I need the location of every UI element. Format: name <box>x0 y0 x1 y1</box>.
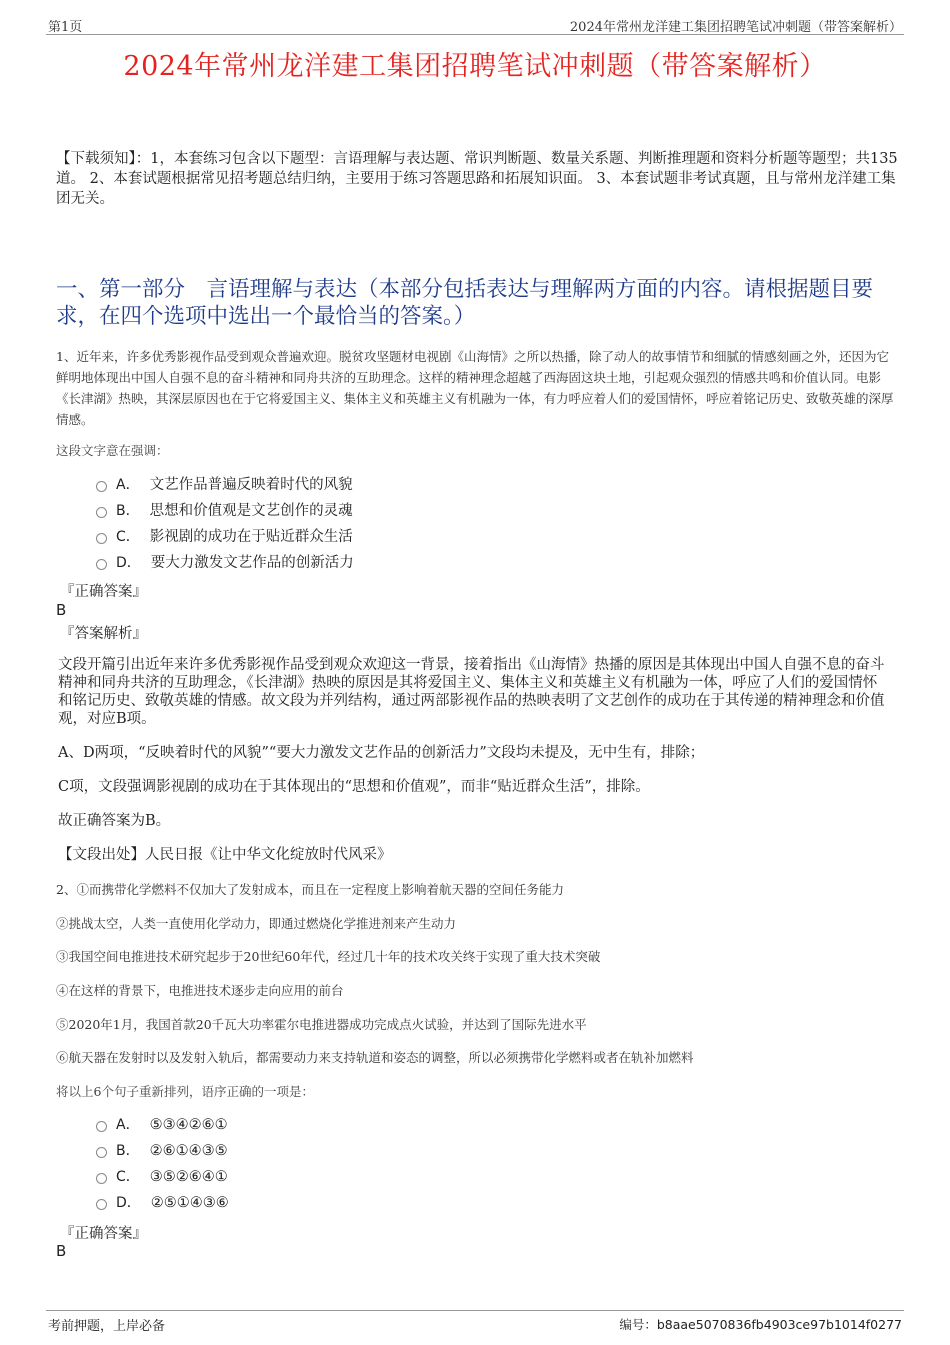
question-2-option-c[interactable]: C． ③⑤②⑥④① <box>96 1165 229 1191</box>
radio-icon[interactable] <box>96 507 107 518</box>
question-2-options <box>96 1113 229 1217</box>
question-2-sentence: ⑤2020年1月，我国首款20千瓦大功率霍尔电推进器成功完成点火试验，并达到了国际先进水平 <box>56 1017 587 1032</box>
question-1-answer-label: 『正确答案』 <box>60 584 147 600</box>
radio-icon[interactable] <box>96 1199 107 1210</box>
document-title: 2024年常州龙洋建工集团招聘笔试冲刺题（带答案解析） <box>123 51 827 82</box>
question-2-answer: B <box>56 1242 67 1260</box>
question-2-option-b[interactable]: B． ②⑥①④③⑤ <box>96 1139 229 1165</box>
question-1-stem: 1、近年来，许多优秀影视作品受到观众普遍欢迎。脱贫攻坚题材电视剧《山海情》之所以热播，除了动人的故事情节和细腻的情感刻画之外，还因为它鲜明地体现出中国人自强不息的奋斗精神和同舟共济的互助理念。这样的精神理念超越了西海固这块土地，引起观众强烈的情感共鸣和价值认同。电影《长津湖》热映，其深层原因也在于它将爱国主义、集体主义和英雄主义有机融为一体，有力呼应着人们的爱国情怀，呼应着铭记历史、致敬英雄的深厚情感。 <box>56 349 894 427</box>
download-notice: 【下载须知】：1，本套练习包含以下题型：言语理解与表达题、常识判断题、数量关系题、判断推理题和资料分析题等题型；共135道。 2、本套试题根据常见招考题总结归纳，主要用于练习答题思路和拓展知识面。 3、本套试题非考试真题，且与常州龙洋建工集团无关。 <box>56 151 898 207</box>
question-2-sentence: 2、①而携带化学燃料不仅加大了发射成本，而且在一定程度上影响着航天器的空间任务能力 <box>56 882 564 897</box>
radio-icon[interactable] <box>96 1173 107 1184</box>
analysis-source: 【文段出处】人民日报《让中华文化绽放时代风采》 <box>58 847 392 863</box>
page-footer <box>46 1310 904 1337</box>
question-1-answer: B <box>56 601 67 619</box>
radio-icon[interactable] <box>96 1121 107 1132</box>
page-header <box>46 14 904 35</box>
question-2-option-a[interactable]: A． ⑤③④②⑥① <box>96 1113 229 1139</box>
analysis-paragraph: 文段开篇引出近年来许多优秀影视作品受到观众欢迎这一背景，接着指出《山海情》热播的原因是其体现出中国人自强不息的奋斗精神和同舟共济的互助理念，《长津湖》热映的原因是其将爱国主义、集体主义和英雄主义有机融为一体，呼应了人们的爱国情怀和铭记历史、致敬英雄的情感。故文段为并列结构，通过两部影视作品的热映表明了文艺创作的成功在于其传递的精神理念和价值观，对应B项。 <box>58 657 885 727</box>
question-1-option-a[interactable]: A． 文艺作品普遍反映着时代的风貌 <box>96 473 354 499</box>
radio-icon[interactable] <box>96 533 107 544</box>
question-1-analysis-label: 『答案解析』 <box>60 626 147 642</box>
question-2-prompt: 将以上6个句子重新排列，语序正确的一项是： <box>56 1084 314 1099</box>
radio-icon[interactable] <box>96 481 107 492</box>
radio-icon[interactable] <box>96 1147 107 1158</box>
analysis-paragraph: C项，文段强调影视剧的成功在于其体现出的“思想和价值观”，而非“贴近群众生活”，排除。 <box>58 779 650 795</box>
question-1-prompt: 这段文字意在强调： <box>56 443 169 458</box>
header-title: 2024年常州龙洋建工集团招聘笔试冲刺题（带答案解析） <box>569 20 902 35</box>
document-id: 编号：b8aae5070836fb4903ce97b1014f0277 <box>619 1317 902 1332</box>
question-2-sentence: ③我国空间电推进技术研究起步于20世纪60年代，经过几十年的技术攻关终于实现了重大技术突破 <box>56 949 601 964</box>
footer-slogan: 考前押题，上岸必备 <box>48 1319 166 1334</box>
question-2-option-d[interactable]: D． ②⑤①④③⑥ <box>96 1191 229 1217</box>
question-1-options <box>96 473 354 577</box>
section-heading: 一、第一部分 言语理解与表达（本部分包括表达与理解两方面的内容。请根据题目要求，在四个选项中选出一个最恰当的答案。） <box>56 277 874 329</box>
question-1-option-c[interactable]: C． 影视剧的成功在于贴近群众生活 <box>96 525 354 551</box>
question-2-answer-label: 『正确答案』 <box>60 1226 147 1242</box>
analysis-paragraph: A、D两项，“反映着时代的风貌”“要大力激发文艺作品的创新活力”文段均未提及，无中生有，排除； <box>58 745 705 761</box>
question-2-sentence: ④在这样的背景下，电推进技术逐步走向应用的前台 <box>56 983 344 998</box>
question-2-sentence: ⑥航天器在发射时以及发射入轨后，都需要动力来支持轨道和姿态的调整，所以必须携带化学燃料或者在轨补加燃料 <box>56 1050 694 1065</box>
analysis-conclusion: 故正确答案为B。 <box>58 813 171 829</box>
page-number: 第1页 <box>48 20 83 35</box>
question-2-sentence: ②挑战太空，人类一直使用化学动力，即通过燃烧化学推进剂来产生动力 <box>56 916 457 931</box>
radio-icon[interactable] <box>96 559 107 570</box>
question-1-option-b[interactable]: B． 思想和价值观是文艺创作的灵魂 <box>96 499 354 525</box>
question-1-option-d[interactable]: D． 要大力激发文艺作品的创新活力 <box>96 551 354 577</box>
